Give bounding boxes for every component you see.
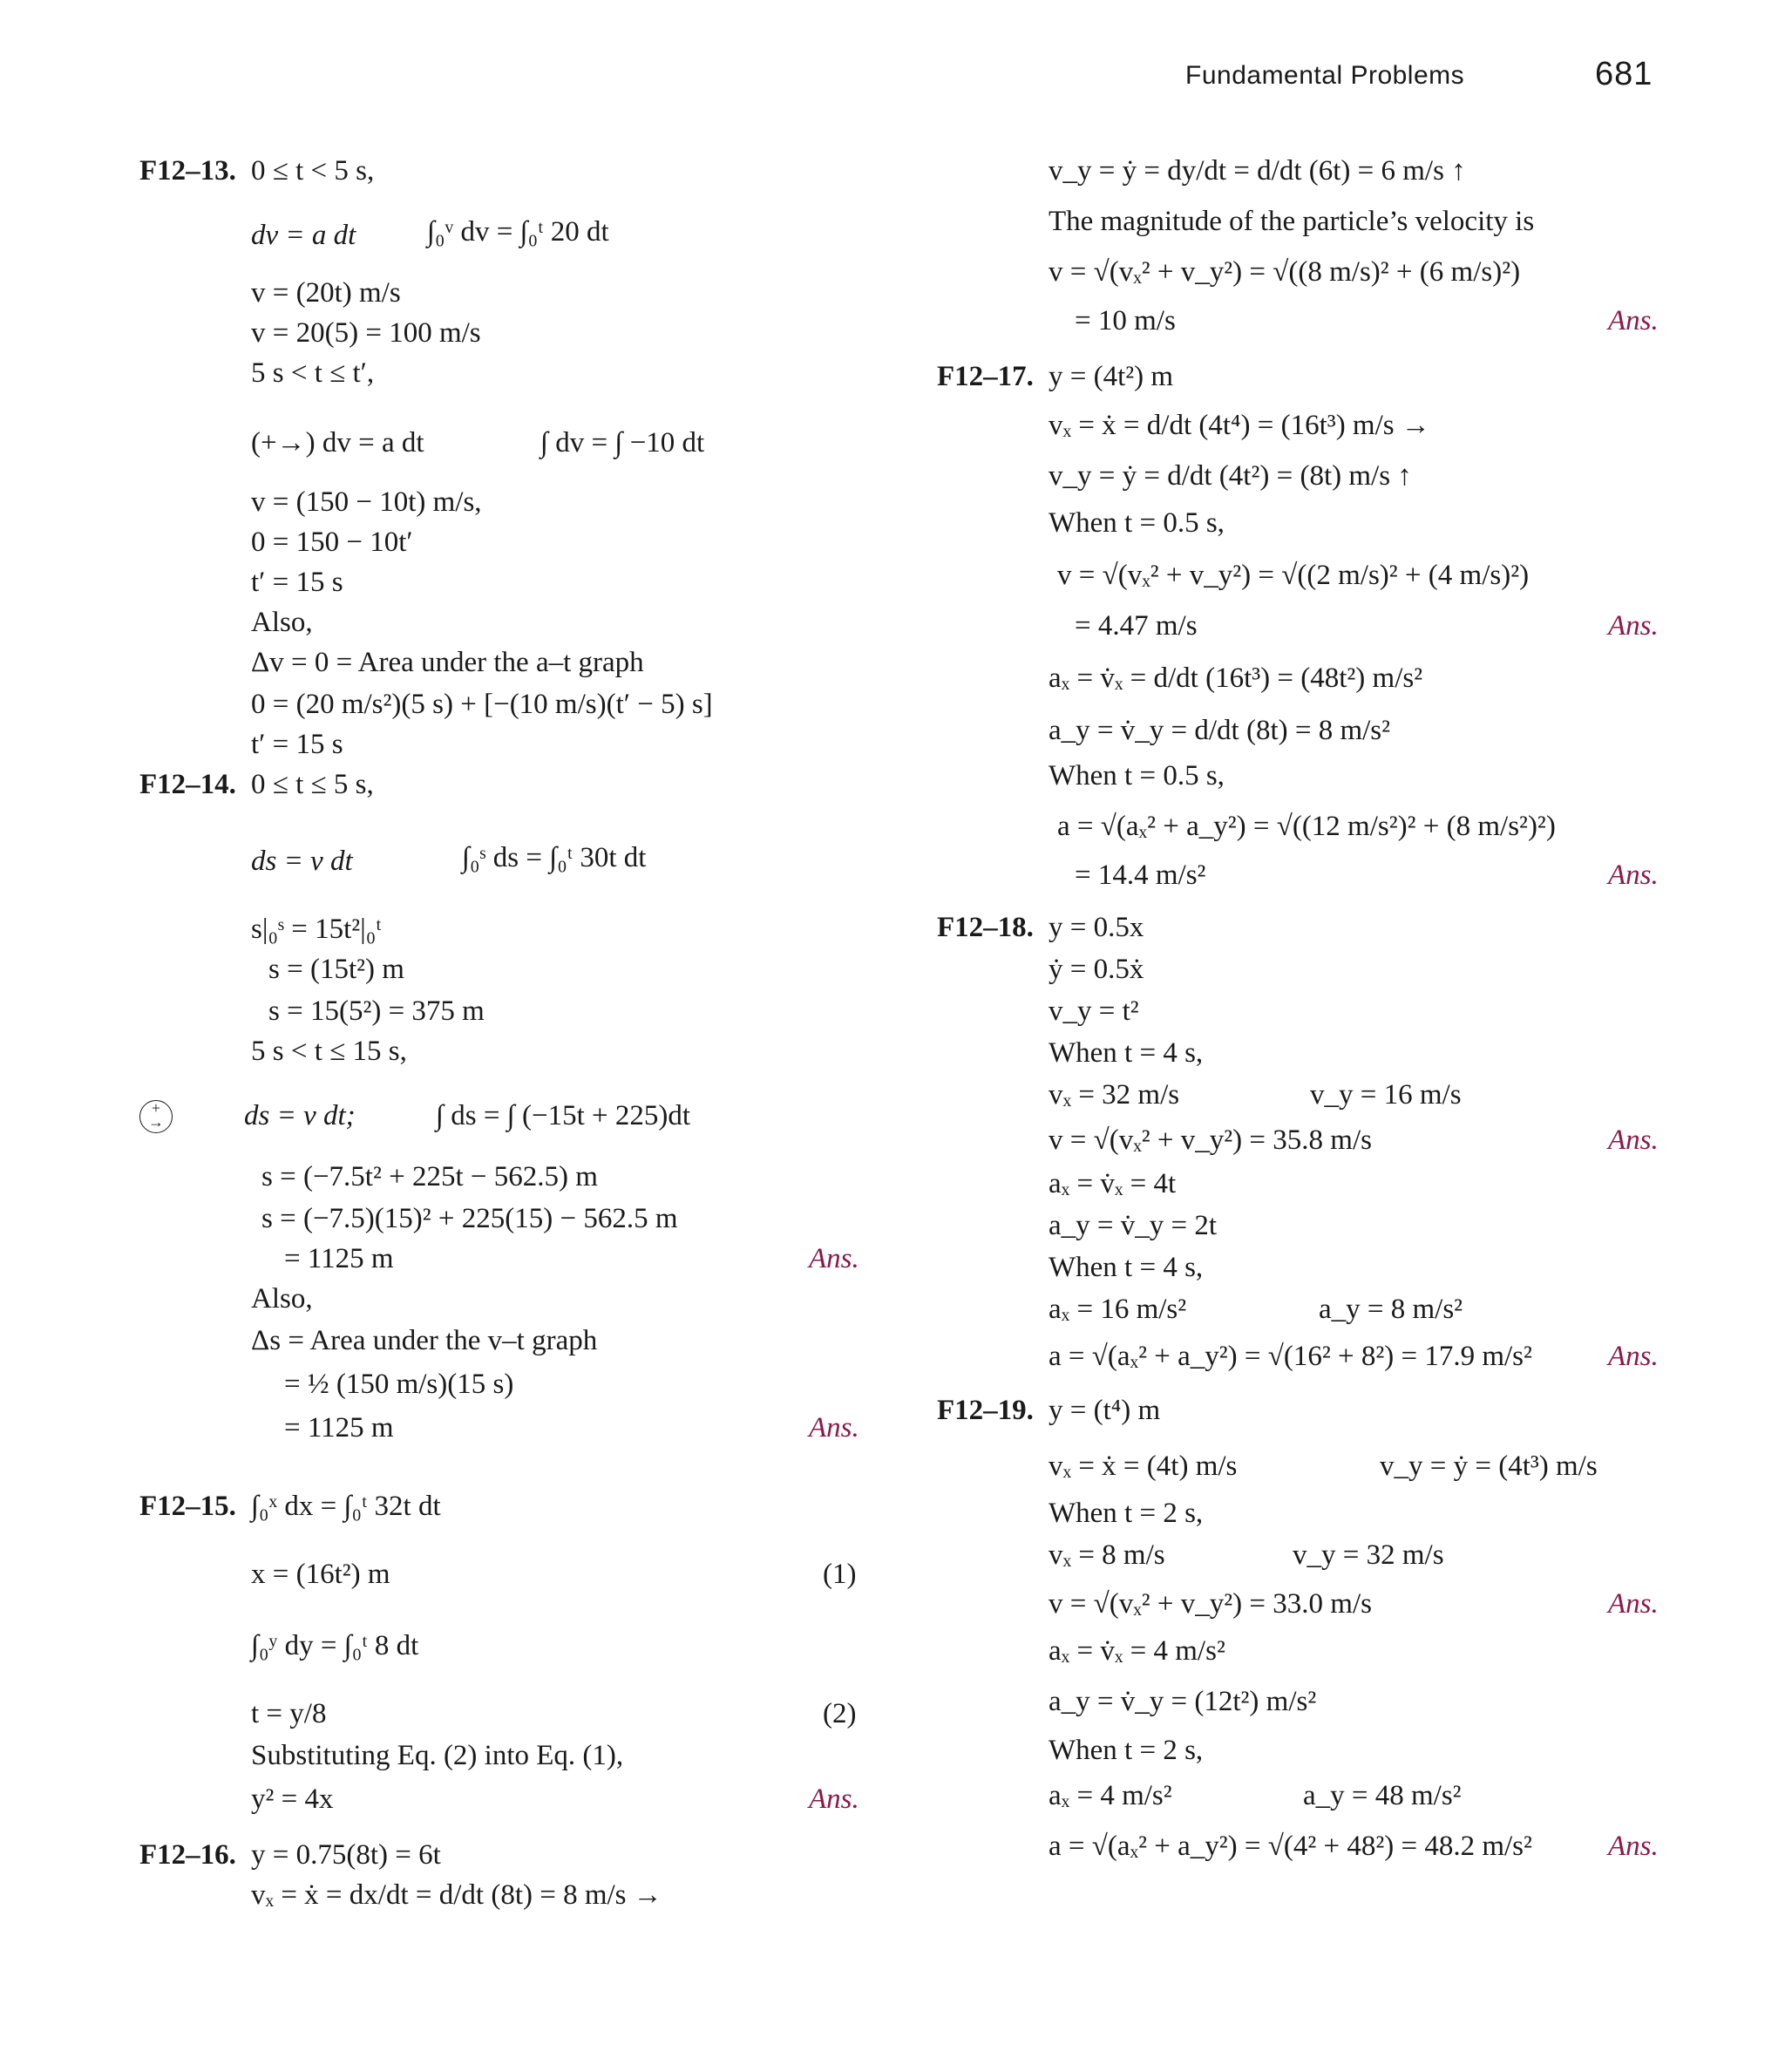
f19-line-13: a = √(aₓ² + a_y²) = √(4² + 48²) = 48.2 m/s² — [1049, 1831, 1532, 1862]
problem-label-f12-16: F12–16. — [139, 1839, 236, 1871]
f17-line-9: When t = 0.5 s, — [1049, 760, 1225, 791]
problem-label-f12-15: F12–15. — [139, 1491, 236, 1522]
f14-line-11: s = (−7.5)(15)² + 225(15) − 562.5 m — [261, 1203, 678, 1234]
f19-line-1: y = (t⁴) m — [1049, 1395, 1161, 1426]
problem-label-f12-14: F12–14. — [139, 769, 236, 800]
f18-line-10: When t = 4 s, — [1049, 1252, 1204, 1283]
problem-label-f12-19: F12–19. — [937, 1395, 1034, 1426]
f13-line-14: 0 = (20 m/s²)(5 s) + [−(10 m/s)(t′ − 5) s] — [251, 689, 713, 720]
f16-cont-line-1: v_y = ẏ = dy/dt = d/dt (6t) = 6 m/s ↑ — [1049, 155, 1466, 187]
f14-line-14: Δs = Area under the v–t graph — [251, 1325, 598, 1356]
f17-ans-1: Ans. — [1608, 610, 1659, 642]
f14-line-2: ds = v dt — [251, 846, 353, 877]
f15-eq-2: (2) — [823, 1698, 857, 1729]
f14-line-7: 5 s < t ≤ 15 s, — [251, 1036, 407, 1067]
f13-line-11: t′ = 15 s — [251, 567, 343, 598]
f15-integral-1: ∫₀ˣ dx = ∫₀ᵗ 32t dt — [251, 1491, 441, 1522]
f19-line-5: vₓ = 8 m/s — [1049, 1539, 1165, 1571]
f19-line-11: aₓ = 4 m/s² — [1049, 1780, 1172, 1811]
f18-line-9: a_y = v̇_y = 2t — [1049, 1210, 1218, 1241]
f19-line-9: a_y = v̇_y = (12t²) m/s² — [1049, 1686, 1317, 1717]
f14-integral-2: ∫ ds = ∫ (−15t + 225)dt — [436, 1100, 691, 1131]
f15-integral-2: ∫₀ʸ dy = ∫₀ᵗ 8 dt — [251, 1630, 419, 1661]
f17-line-1: y = (4t²) m — [1049, 361, 1174, 392]
f14-ans-1: Ans. — [809, 1243, 859, 1274]
f13-line-2: dv = a dt — [251, 220, 356, 251]
f18-line-4: When t = 4 s, — [1049, 1037, 1204, 1069]
f19-line-3: v_y = ẏ = (4t³) m/s — [1380, 1450, 1598, 1482]
f13-line-6: 5 s < t ≤ t′, — [251, 357, 375, 389]
f13-line-15: t′ = 15 s — [251, 729, 343, 760]
f13-line-10: 0 = 150 − 10t′ — [251, 526, 413, 558]
f17-line-4: When t = 0.5 s, — [1049, 507, 1225, 539]
f18-line-3: v_y = t² — [1049, 995, 1139, 1027]
f14-line-13: Also, — [251, 1283, 313, 1315]
f18-line-8: aₓ = v̇ₓ = 4t — [1049, 1168, 1177, 1199]
f17-line-3: v_y = ẏ = d/dt (4t²) = (8t) m/s ↑ — [1049, 460, 1412, 492]
problem-label-f12-18: F12–18. — [937, 912, 1034, 943]
f18-line-6: v_y = 16 m/s — [1310, 1079, 1462, 1111]
f18-ans-1: Ans. — [1608, 1124, 1659, 1156]
left-column — [139, 148, 872, 1926]
f14-line-12: = 1125 m — [284, 1243, 394, 1274]
f13-line-5: v = 20(5) = 100 m/s — [251, 317, 481, 349]
f17-line-5: v = √(vₓ² + v_y²) = √((2 m/s)² + (4 m/s)²) — [1057, 560, 1530, 591]
f16-ans: Ans. — [1608, 305, 1659, 336]
f14-sign: + → — [139, 1100, 173, 1135]
f17-ans-2: Ans. — [1608, 859, 1659, 891]
f15-eq-1: (1) — [823, 1559, 857, 1590]
f14-line-5: s = (15t²) m — [268, 954, 404, 985]
f19-line-10: When t = 2 s, — [1049, 1735, 1204, 1766]
f16-line-2: vₓ = ẋ = dx/dt = d/dt (8t) = 8 m/s → — [251, 1879, 662, 1911]
page-number: 681 — [1595, 56, 1653, 92]
f19-line-2: vₓ = ẋ = (4t) m/s — [1049, 1450, 1238, 1482]
f18-line-1: y = 0.5x — [1049, 912, 1144, 943]
f18-line-11: aₓ = 16 m/s² — [1049, 1294, 1187, 1325]
running-head: Fundamental Problems — [1185, 61, 1465, 90]
f14-integral-1: ∫₀ˢ ds = ∫₀ᵗ 30t dt — [462, 842, 647, 873]
f16-cont-line-4: = 10 m/s — [1075, 305, 1176, 336]
f15-line-2: x = (16t²) m — [251, 1559, 390, 1590]
f16-line-1: y = 0.75(8t) = 6t — [251, 1839, 441, 1871]
f16-cont-line-2: The magnitude of the particle’s velocity is — [1049, 206, 1535, 237]
f17-line-2: vₓ = ẋ = d/dt (4t⁴) = (16t³) m/s → — [1049, 410, 1430, 441]
f18-line-2: ẏ = 0.5ẋ — [1049, 954, 1144, 985]
f18-line-13: a = √(aₓ² + a_y²) = √(16² + 8²) = 17.9 m/s² — [1049, 1341, 1532, 1372]
f16-cont-line-3: v = √(vₓ² + v_y²) = √((8 m/s)² + (6 m/s)²) — [1049, 256, 1521, 288]
f19-line-4: When t = 2 s, — [1049, 1498, 1204, 1529]
f19-ans-2: Ans. — [1608, 1831, 1659, 1862]
f19-line-7: v = √(vₓ² + v_y²) = 33.0 m/s — [1049, 1588, 1372, 1620]
f19-line-6: v_y = 32 m/s — [1293, 1539, 1444, 1571]
right-column — [937, 148, 1669, 1926]
f17-line-11: = 14.4 m/s² — [1075, 859, 1206, 891]
f17-line-7: aₓ = v̇ₓ = d/dt (16t³) = (48t²) m/s² — [1049, 662, 1423, 694]
f14-line-6: s = 15(5²) = 375 m — [268, 995, 485, 1027]
f18-line-7: v = √(vₓ² + v_y²) = 35.8 m/s — [1049, 1124, 1372, 1156]
f13-line-9: v = (150 − 10t) m/s, — [251, 486, 482, 518]
f13-line-12: Also, — [251, 607, 313, 638]
f13-line-13: Δv = 0 = Area under the a–t graph — [251, 647, 644, 678]
f19-ans-1: Ans. — [1608, 1588, 1659, 1620]
f14-line-10: s = (−7.5t² + 225t − 562.5) m — [261, 1161, 598, 1192]
f17-line-8: a_y = v̇_y = d/dt (8t) = 8 m/s² — [1049, 715, 1391, 746]
f18-line-5: vₓ = 32 m/s — [1049, 1079, 1180, 1111]
problem-label-f12-17: F12–17. — [937, 361, 1034, 392]
f14-line-8: ds = v dt; — [244, 1100, 356, 1131]
f13-integral-1: ∫₀ᵛ dv = ∫₀ᵗ 20 dt — [427, 216, 609, 248]
f18-ans-2: Ans. — [1608, 1341, 1659, 1372]
f15-ans: Ans. — [809, 1783, 859, 1815]
f14-line-4: s|₀ˢ = 15t²|₀ᵗ — [251, 914, 382, 945]
f15-line-7: y² = 4x — [251, 1783, 334, 1815]
f14-ans-2: Ans. — [809, 1412, 859, 1444]
f14-line-15: = ½ (150 m/s)(15 s) — [284, 1369, 514, 1400]
f19-line-8: aₓ = v̇ₓ = 4 m/s² — [1049, 1635, 1225, 1667]
f13-line-1: 0 ≤ t < 5 s, — [251, 155, 375, 187]
f18-line-12: a_y = 8 m/s² — [1319, 1294, 1463, 1325]
f15-line-6: Substituting Eq. (2) into Eq. (1), — [251, 1740, 624, 1771]
f14-line-16: = 1125 m — [284, 1412, 394, 1444]
f15-line-4: t = y/8 — [251, 1698, 327, 1729]
f17-line-10: a = √(aₓ² + a_y²) = √((12 m/s²)² + (8 m/s²)²) — [1057, 811, 1556, 842]
problem-label-f12-13: F12–13. — [139, 155, 236, 187]
f13-line-4: v = (20t) m/s — [251, 277, 401, 309]
f14-line-1: 0 ≤ t ≤ 5 s, — [251, 769, 374, 800]
f19-line-12: a_y = 48 m/s² — [1303, 1780, 1462, 1811]
f17-line-6: = 4.47 m/s — [1075, 610, 1198, 642]
f13-line-7: (+→) dv = a dt — [251, 427, 424, 459]
f13-integral-2: ∫ dv = ∫ −10 dt — [540, 427, 705, 459]
